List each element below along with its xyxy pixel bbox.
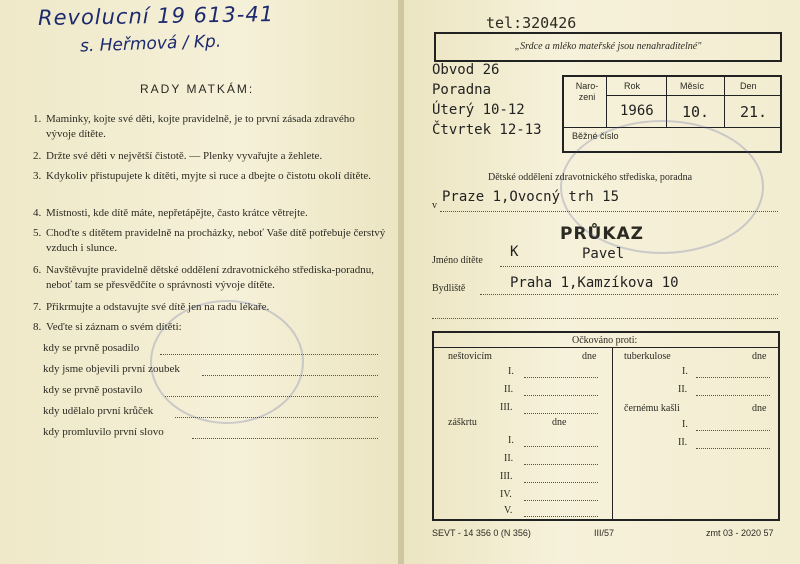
print-series: III/57 bbox=[594, 528, 615, 538]
diphtheria-date-header: dne bbox=[552, 417, 567, 428]
document-title: PRŮKAZ bbox=[560, 224, 645, 244]
diphtheria-dose-2[interactable] bbox=[524, 464, 598, 465]
faded-stamp bbox=[150, 300, 304, 424]
smallpox-label: neštovicím bbox=[448, 351, 492, 362]
whooping-cough-dose-1[interactable] bbox=[696, 430, 770, 431]
telephone-number: tel:320426 bbox=[486, 14, 577, 32]
smallpox-dose-1[interactable] bbox=[524, 377, 598, 378]
print-code: SEVT - 14 356 0 (N 356) bbox=[432, 528, 531, 538]
diphtheria-dose-4[interactable] bbox=[524, 500, 598, 501]
v-prefix: v bbox=[432, 200, 437, 211]
residence-value: Praha 1,Kamzíkova 10 bbox=[510, 275, 679, 291]
day-header: Den bbox=[740, 81, 757, 91]
birth-year: 1966 bbox=[620, 103, 654, 119]
narozeni-label: Naro-zeni bbox=[575, 81, 599, 102]
year-header: Rok bbox=[624, 81, 641, 91]
child-surname-initial: K bbox=[510, 244, 519, 260]
diphtheria-dose-5[interactable] bbox=[524, 516, 598, 517]
record-item: kdy jsme objevili první zoubek bbox=[43, 363, 180, 375]
birth-month: 10. bbox=[682, 103, 710, 121]
diphtheria-label: záškrtu bbox=[448, 417, 477, 428]
whooping-cough-dose-2[interactable] bbox=[696, 448, 770, 449]
narozeni-cell bbox=[564, 77, 607, 127]
residence-label: Bydliště bbox=[432, 283, 466, 294]
tuberculosis-label: tuberkulose bbox=[624, 351, 671, 362]
clinic-label: Poradna bbox=[432, 82, 492, 98]
printer-code: zmt 03 - 2020 57 bbox=[706, 528, 774, 538]
whooping-cough-label: černému kašli bbox=[624, 403, 680, 414]
smallpox-dose-2[interactable] bbox=[524, 395, 598, 396]
month-header: Měsíc bbox=[680, 81, 705, 91]
birth-day: 21. bbox=[740, 103, 768, 121]
record-item: kdy se prvně postavilo bbox=[43, 384, 143, 396]
record-item: kdy udělalo první krůček bbox=[43, 405, 154, 417]
slogan-box: „Srdce a mléko mateřské jsou nenahraditelné" bbox=[434, 32, 782, 62]
handwritten-address: Revolucní 19 613-41 bbox=[37, 1, 275, 31]
record-item: kdy promluvilo první slovo bbox=[43, 426, 164, 438]
smallpox-date-header: dne bbox=[582, 351, 597, 362]
hours-thursday: Čtvrtek 12-13 bbox=[432, 122, 542, 138]
serial-number-label: Běžné číslo bbox=[572, 131, 619, 141]
child-name-label: Jméno dítěte bbox=[432, 255, 483, 266]
vaccinated-against-title: Očkováno proti: bbox=[572, 335, 638, 346]
child-first-name: Pavel bbox=[582, 246, 625, 262]
tuberculosis-dose-2[interactable] bbox=[696, 395, 770, 396]
vaccination-table: Očkováno proti: neštovicím dne I. II. III. záškrtu dne I. II. III. IV. V. tuberkulose dne I. II. černému kašli dne I. II. bbox=[432, 331, 780, 521]
diphtheria-dose-3[interactable] bbox=[524, 482, 598, 483]
department-caption: Dětské oddělení zdravotnického střediska, poradna bbox=[488, 172, 693, 183]
district: Obvod 26 bbox=[432, 62, 500, 78]
diphtheria-dose-1[interactable] bbox=[524, 446, 598, 447]
advice-title: RADY MATKÁM: bbox=[140, 82, 255, 96]
record-item: kdy se prvně posadilo bbox=[43, 342, 140, 354]
tuberculosis-date-header: dne bbox=[752, 351, 767, 362]
whooping-cough-date-header: dne bbox=[752, 403, 767, 414]
handwritten-note: s. Heřmová / Kp. bbox=[79, 31, 222, 57]
tuberculosis-dose-1[interactable] bbox=[696, 377, 770, 378]
faded-stamp bbox=[560, 120, 764, 254]
hours-tuesday: Úterý 10-12 bbox=[432, 102, 525, 118]
clinic-address: Praze 1,Ovocný trh 15 bbox=[442, 189, 620, 205]
record-line[interactable] bbox=[192, 438, 378, 439]
smallpox-dose-3[interactable] bbox=[524, 413, 598, 414]
